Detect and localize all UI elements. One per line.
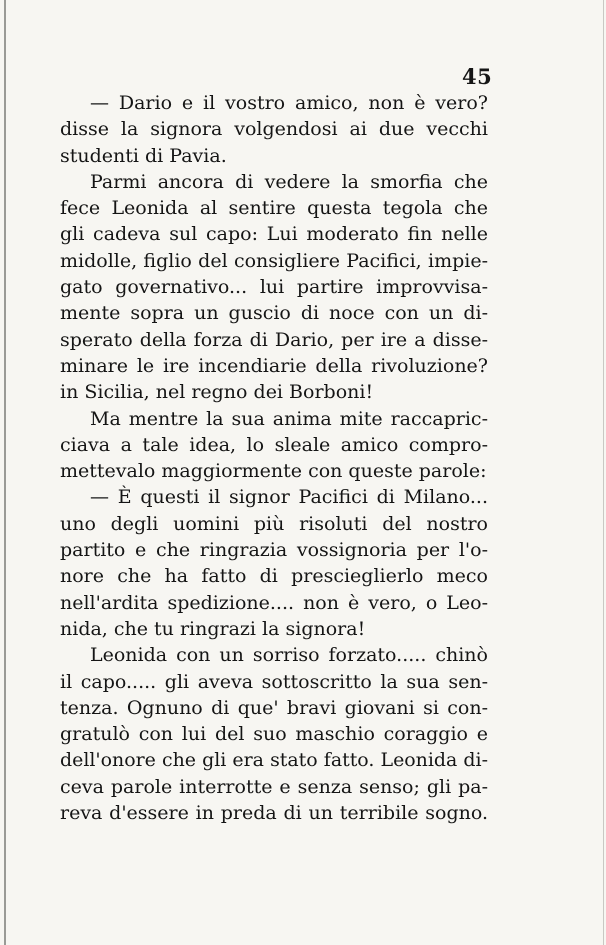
text-line: dell'onore che gli era stato fatto. Leonida di-: [60, 749, 488, 772]
text-line: in Sicilia, nel regno dei Borboni!: [60, 381, 374, 404]
text-line: minare le ire incendiarie della rivoluzione?: [60, 354, 488, 377]
text-line: mettevalo maggiormente con queste parole:: [60, 460, 487, 483]
text-line: mente sopra un guscio di noce con un di-: [60, 302, 488, 325]
page-number: 45: [462, 64, 493, 89]
text-line: fece Leonida al sentire questa tegola che: [60, 197, 488, 220]
text-line: — Dario e il vostro amico, non è vero?: [90, 92, 488, 114]
text-line: ceva parole interrotte e senza senso; gli pa-: [60, 775, 488, 798]
text-line: tenza. Ognuno di que' bravi giovani si con-: [60, 696, 488, 719]
text-line: partito e che ringrazia vossignoria per l'o-: [60, 539, 488, 562]
text-line: disse la signora volgendosi ai due vecchi: [60, 118, 488, 141]
text-line: gato governativo... lui partire improvvisa-: [60, 276, 488, 299]
text-line: uno degli uomini più risoluti del nostro: [60, 512, 488, 535]
text-line: Leonida con un sorriso forzato..... chinò: [90, 644, 488, 667]
page-edge-left: [4, 0, 6, 945]
body-text: [60, 90, 488, 826]
text-line: Ma mentre la sua anima mite raccapric-: [90, 407, 488, 430]
text-line: studenti di Pavia.: [60, 144, 227, 167]
text-line: sperato della forza di Dario, per ire a disse-: [60, 328, 488, 351]
text-line: Parmi ancora di vedere la smorfia che: [90, 170, 488, 193]
text-line: nida, che tu ringrazi la signora!: [60, 617, 366, 640]
text-line: ciava a tale idea, lo sleale amico compro-: [60, 433, 488, 456]
text-line: reva d'essere in preda di un terribile sogno.: [60, 802, 488, 825]
text-line: gli cadeva sul capo: Lui moderato fin nelle: [60, 223, 488, 246]
text-line: nell'ardita spedizione.... non è vero, o Leo-: [60, 591, 488, 614]
text-line: nore che ha fatto di prescieglierlo meco: [60, 565, 488, 588]
text-line: — È questi il signor Pacifici di Milano...: [90, 486, 488, 509]
text-line: midolle, figlio del consigliere Pacifici, impie-: [60, 249, 488, 272]
text-line: il capo..... gli aveva sottoscritto la sua sen-: [60, 670, 488, 693]
text-line: gratulò con lui del suo maschio coraggio e: [60, 723, 488, 746]
page-edge-right: [603, 0, 604, 945]
